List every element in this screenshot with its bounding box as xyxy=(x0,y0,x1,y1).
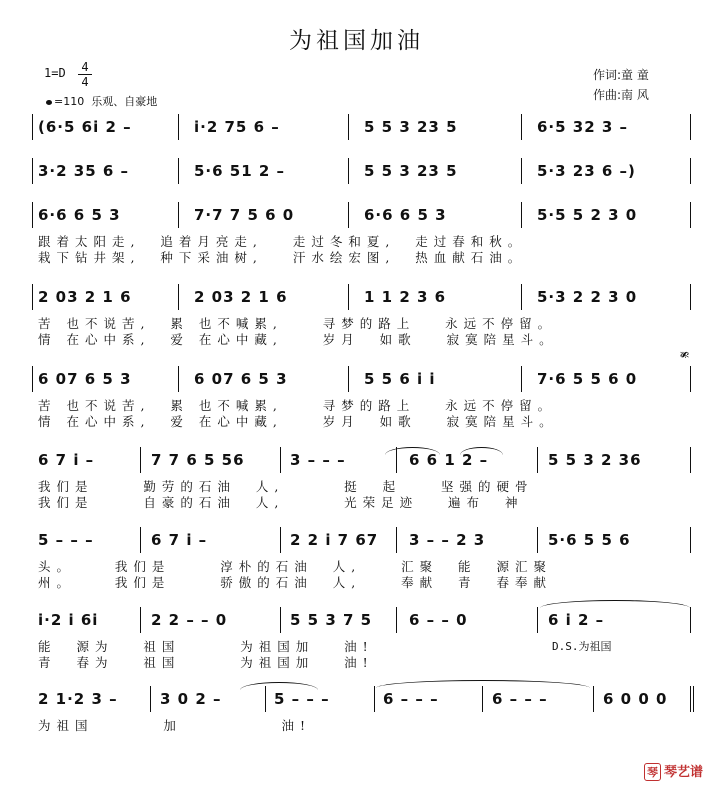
lyric-line: 能 源为 祖国 为祖国加 油! xyxy=(38,639,374,654)
bar-line xyxy=(521,366,522,392)
slur-mark xyxy=(540,600,690,608)
bar-line xyxy=(690,202,691,228)
tempo-marking xyxy=(46,93,157,109)
expression-mark: 乐观、自豪地 xyxy=(91,95,158,108)
measure: 2 1·2 3 – xyxy=(38,690,118,708)
slur-mark xyxy=(385,447,440,455)
measure: 5 5 3 2 36 xyxy=(548,451,642,469)
measure: 3 – – 2 3 xyxy=(409,531,486,549)
measure: 6 – – – xyxy=(383,690,439,708)
lyric-line: 头。 我们是 淳朴的石油 人, 汇聚 能 源汇聚 xyxy=(38,559,552,574)
measure: 6 7 i – xyxy=(38,451,95,469)
measure: 5·6 5 5 6 xyxy=(548,531,631,549)
bar-line xyxy=(178,366,179,392)
measure: 5 5 3 23 5 xyxy=(364,118,458,136)
watermark-mark: 琴 xyxy=(644,763,661,781)
measure: 5 – – – xyxy=(274,690,330,708)
tempo-value: =110 xyxy=(54,95,85,108)
bar-line xyxy=(690,686,694,712)
measure: 6 6 1 2 – xyxy=(409,451,489,469)
bar-line xyxy=(178,114,179,140)
bar-line xyxy=(482,686,483,712)
measure: i·2 75 6 – xyxy=(194,118,280,136)
lyric-line: 栽下钻井架, 种下采油树, 汗水绘宏图, 热血献石油。 xyxy=(38,250,527,265)
measure: 5 – – – xyxy=(38,531,94,549)
bar-line xyxy=(32,158,33,184)
measure: 1 1 2 3 6 xyxy=(364,288,447,306)
measure: 5·6 51 2 – xyxy=(194,162,286,180)
measure: 7·6 5 5 6 0 xyxy=(537,370,638,388)
lyric-line: 情 在心中系, 爱 在心中藏, 岁月 如歌 寂寞陪星斗。 xyxy=(38,332,558,347)
slur-mark xyxy=(460,447,503,455)
bar-line xyxy=(348,284,349,310)
measure: 2 03 2 1 6 xyxy=(38,288,132,306)
lyric-line: 跟着太阳走, 追着月亮走, 走过冬和夏, 走过春和秋。 xyxy=(38,234,527,249)
slur-mark xyxy=(240,682,318,690)
bar-line xyxy=(690,284,691,310)
measure: 2 03 2 1 6 xyxy=(194,288,288,306)
slur-mark xyxy=(376,680,590,688)
bar-line xyxy=(690,607,691,633)
bar-line xyxy=(521,114,522,140)
bar-line xyxy=(348,366,349,392)
measure: 5·3 2 2 3 0 xyxy=(537,288,638,306)
time-signature xyxy=(78,60,92,89)
lyric-line: 青 春为 祖国 为祖国加 油! xyxy=(38,655,374,670)
watermark-logo xyxy=(644,761,703,781)
bar-line xyxy=(690,527,691,553)
lyricist-credit: 作词:童 童 xyxy=(593,68,649,82)
segno-icon: 𝄋 xyxy=(675,351,694,359)
lyric-line: 苦 也不说苦, 累 也不喊累, 寻梦的路上 永远不停留。 xyxy=(38,398,557,413)
measure: i·2 i 6i xyxy=(38,611,99,629)
measure: 5 5 3 23 5 xyxy=(364,162,458,180)
bar-line xyxy=(690,447,691,473)
measure: 6 i 2 – xyxy=(548,611,605,629)
measure: 6 – – – xyxy=(492,690,548,708)
bar-line xyxy=(521,284,522,310)
lyric-line: 苦 也不说苦, 累 也不喊累, 寻梦的路上 永远不停留。 xyxy=(38,316,557,331)
bar-line xyxy=(140,607,141,633)
measure: 6·6 6 5 3 xyxy=(38,206,121,224)
bar-line xyxy=(396,607,397,633)
bar-line xyxy=(178,158,179,184)
measure: 5·5 5 2 3 0 xyxy=(537,206,638,224)
measure: 6 0 0 0 xyxy=(603,690,668,708)
lyric-line: 我们是 自豪的石油 人, 光荣足迹 遍布 神 xyxy=(38,495,524,510)
bar-line xyxy=(32,202,33,228)
bar-line xyxy=(593,686,594,712)
bar-line xyxy=(32,366,33,392)
bar-line xyxy=(178,202,179,228)
bar-line xyxy=(521,158,522,184)
bar-line xyxy=(280,607,281,633)
measure: 5 5 3 7 5 xyxy=(290,611,373,629)
song-title: 为祖国加油 xyxy=(289,28,424,54)
bar-line xyxy=(32,114,33,140)
measure: 2 2 – – 0 xyxy=(151,611,228,629)
bar-line xyxy=(396,527,397,553)
bar-line xyxy=(537,527,538,553)
measure: 6 – – 0 xyxy=(409,611,468,629)
bar-line xyxy=(140,527,141,553)
bar-line xyxy=(374,686,375,712)
bar-line xyxy=(178,284,179,310)
measure: 6·6 6 5 3 xyxy=(364,206,447,224)
bar-line xyxy=(348,158,349,184)
time-signature-top: 4 xyxy=(81,60,89,74)
measure: 5·3 23 6 –) xyxy=(537,162,636,180)
ds-marking: D.S.为祖国 xyxy=(552,640,612,653)
measure: 7·7 7 5 6 0 xyxy=(194,206,295,224)
bar-line xyxy=(280,527,281,553)
lyric-line: 州。 我们是 骄傲的石油 人, 奉献 青 春奉献 xyxy=(38,575,552,590)
measure: 3 – – – xyxy=(290,451,346,469)
bar-line xyxy=(537,607,538,633)
measure: 5 5 6 i i xyxy=(364,370,436,388)
composer-credit: 作曲:南 风 xyxy=(593,88,649,102)
bar-line xyxy=(280,447,281,473)
bar-line xyxy=(150,686,151,712)
measure: 6 07 6 5 3 xyxy=(194,370,288,388)
measure: 3·2 35 6 – xyxy=(38,162,130,180)
measure: 6 07 6 5 3 xyxy=(38,370,132,388)
key-signature: 1=D xyxy=(44,66,66,80)
measure: 2 2 i 7 67 xyxy=(290,531,379,549)
bar-line xyxy=(348,202,349,228)
bar-line xyxy=(537,447,538,473)
bar-line xyxy=(32,284,33,310)
lyric-line: 情 在心中系, 爱 在心中藏, 岁月 如歌 寂寞陪星斗。 xyxy=(38,414,558,429)
bar-line xyxy=(690,158,691,184)
lyric-line: 为祖国 加 油! xyxy=(38,718,312,733)
quarter-note-icon xyxy=(46,100,52,105)
time-signature-bottom: 4 xyxy=(78,74,92,89)
measure: 7 7 6 5 56 xyxy=(151,451,245,469)
lyric-line: 我们是 勤劳的石油 人, 挺 起 坚强的硬骨 xyxy=(38,479,534,494)
bar-line xyxy=(690,366,691,392)
bar-line xyxy=(348,114,349,140)
bar-line xyxy=(140,447,141,473)
bar-line xyxy=(690,114,691,140)
measure: 6 7 i – xyxy=(151,531,208,549)
watermark-text: 琴艺谱 xyxy=(663,765,703,780)
measure: (6·5 6i 2 – xyxy=(38,118,132,136)
measure: 3 0 2 – xyxy=(160,690,222,708)
bar-line xyxy=(521,202,522,228)
measure: 6·5 32 3 – xyxy=(537,118,629,136)
